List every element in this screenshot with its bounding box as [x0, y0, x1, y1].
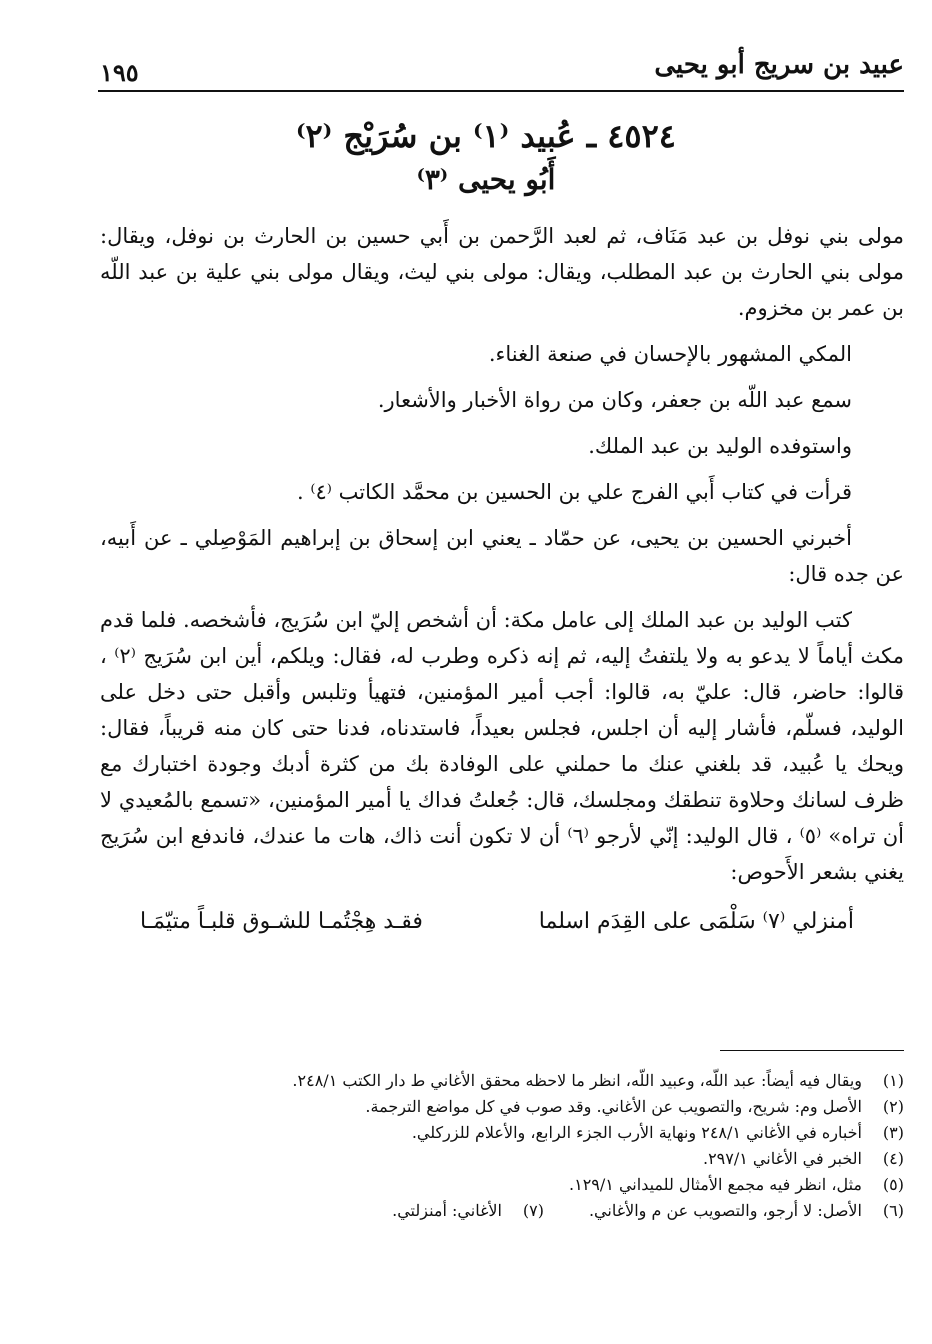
footnote-number: (٤) [882, 1149, 904, 1168]
footnote-text: الأصل وم: شريح، والتصويب عن الأغاني. وقد صوب في كل مواضع الترجمة. [365, 1097, 862, 1116]
footnote-text: الأصل: لا أرجو، والتصويب عن م والأغاني. [588, 1201, 862, 1220]
footnote-item [100, 1068, 904, 1094]
paragraph: قرأت في كتاب أَبي الفرج علي بن الحسين بن محمَّد الكاتب ⁽٤⁾ . [297, 480, 852, 504]
paragraph: واستوفده الوليد بن عبد الملك. [588, 434, 852, 458]
entry-heading-name: ٤٥٢٤ ـ عُبيد ⁽١⁾ بن سُرَيْج ⁽٢⁾ [296, 117, 676, 155]
entry-heading-kunya: أَبُو يحيى ⁽٣⁾ [416, 163, 556, 196]
verse [100, 900, 904, 940]
footnote-item [100, 1120, 904, 1146]
paragraph: أخبرني الحسين بن يحيى، عن حمّاد ـ يعني ابن إسحاق بن إبراهيم المَوْصِلي ـ عن أَبيه، عن جده قال: [100, 526, 904, 586]
footnote-item [100, 1146, 904, 1172]
footnote-number: (٢) [882, 1097, 904, 1116]
body-text [100, 218, 904, 940]
footnote-text: الخبر في الأغاني ٢٩٧/١. [702, 1149, 862, 1168]
header-rule [98, 90, 904, 92]
footnote-split-row [100, 1198, 904, 1224]
entry-heading [200, 114, 772, 202]
verse-hemistich-second: فقـد هِجْتُمـا للشـوق قلبـاً متيّمَـا [140, 909, 423, 934]
paragraph: سمع عبد اللّه بن جعفر، وكان من رواة الأخبار والأشعار. [377, 388, 852, 412]
footnote-number: (١) [882, 1071, 904, 1090]
footnote-number: (٥) [882, 1175, 904, 1194]
footnote-number: (٦) [882, 1201, 904, 1220]
footnote-rule [720, 1050, 904, 1051]
footnote-item [100, 1198, 544, 1224]
page-number: ١٩٥ [100, 58, 139, 87]
footnote-number: (٣) [882, 1123, 904, 1142]
footnote-text: ويقال فيه أيضاً: عبد اللّه، وعبيد اللّه، انظر ما لاحظه محقق الأغاني ط دار الكتب ٢٤٨/١. [292, 1071, 862, 1090]
paragraph: مولى بني نوفل بن عبد مَنَاف، ثم لعبد الرَّحمن بن أَبي حسين بن الحارث بن نوفل، ويقال: مولى بني الحارث بن عبد المطلب، ويقال: مولى بني ليث، ويقال مولى بني علية بن عبد اللّه بن عمر بن مخزوم. [100, 224, 904, 320]
footnote-item [544, 1198, 904, 1224]
footnote-item [100, 1172, 904, 1198]
paragraph: المكي المشهور بالإحسان في صنعة الغناء. [488, 342, 852, 366]
paragraph: كتب الوليد بن عبد الملك إلى عامل مكة: أن أشخص إليّ ابن سُرَيج، فأشخصه. فلما قدم مكث أياماً لا يدعو به ولا يلتفتُ إليه، ثم إنه ذكره وطرب له، فقال: ويلكم، أين ابن سُرَيج ⁽٢⁾ ، قالوا: حاضر، قال: عليّ به، قالوا: أجب أمير المؤمنين، فتهيأ وتلبس وأقبل حتى دخل على الوليد، فسلّم، فأشار إليه أن اجلس، فجلس بعيداً، فاستدناه، فدنا حتى كان منه قريباً، فقال: ويحك يا عُبيد، قد بلغني عنك ما حملني على الوفادة بك من كثرة أدبك وجودة اختبارك مع ظرف لسانك وحلاوة تنطقك ومجلسك، قال: جُعلتُ فداك يا أمير المؤمنين، «تسمع بالمُعيدي لا أن تراه» ⁽٥⁾ ، قال الوليد: إنّي لأرجو ⁽٦⁾ أن لا تكون أنت ذاك، هات ما عندك، فاندفع ابن سُرَيج يغني بشعر الأَحوص: [100, 608, 904, 884]
verse-hemistich-first: أمنزلي ⁽٧⁾ سَلْمَى على القِدَم اسلما [538, 909, 854, 934]
footnote-number: (٧) [522, 1201, 544, 1220]
running-title: عبيد بن سريج أبو يحيى [654, 50, 904, 80]
footnote-text: الأغاني: أمنزلتي. [392, 1201, 502, 1220]
footnote-text: أخباره في الأغاني ٢٤٨/١ ونهاية الأرب الجزء الرابع، والأعلام للزركلي. [411, 1123, 862, 1142]
footnote-text: مثل، انظر فيه مجمع الأمثال للميداني ١٢٩/١. [569, 1175, 862, 1194]
footnotes [100, 1068, 904, 1224]
footnote-item [100, 1094, 904, 1120]
